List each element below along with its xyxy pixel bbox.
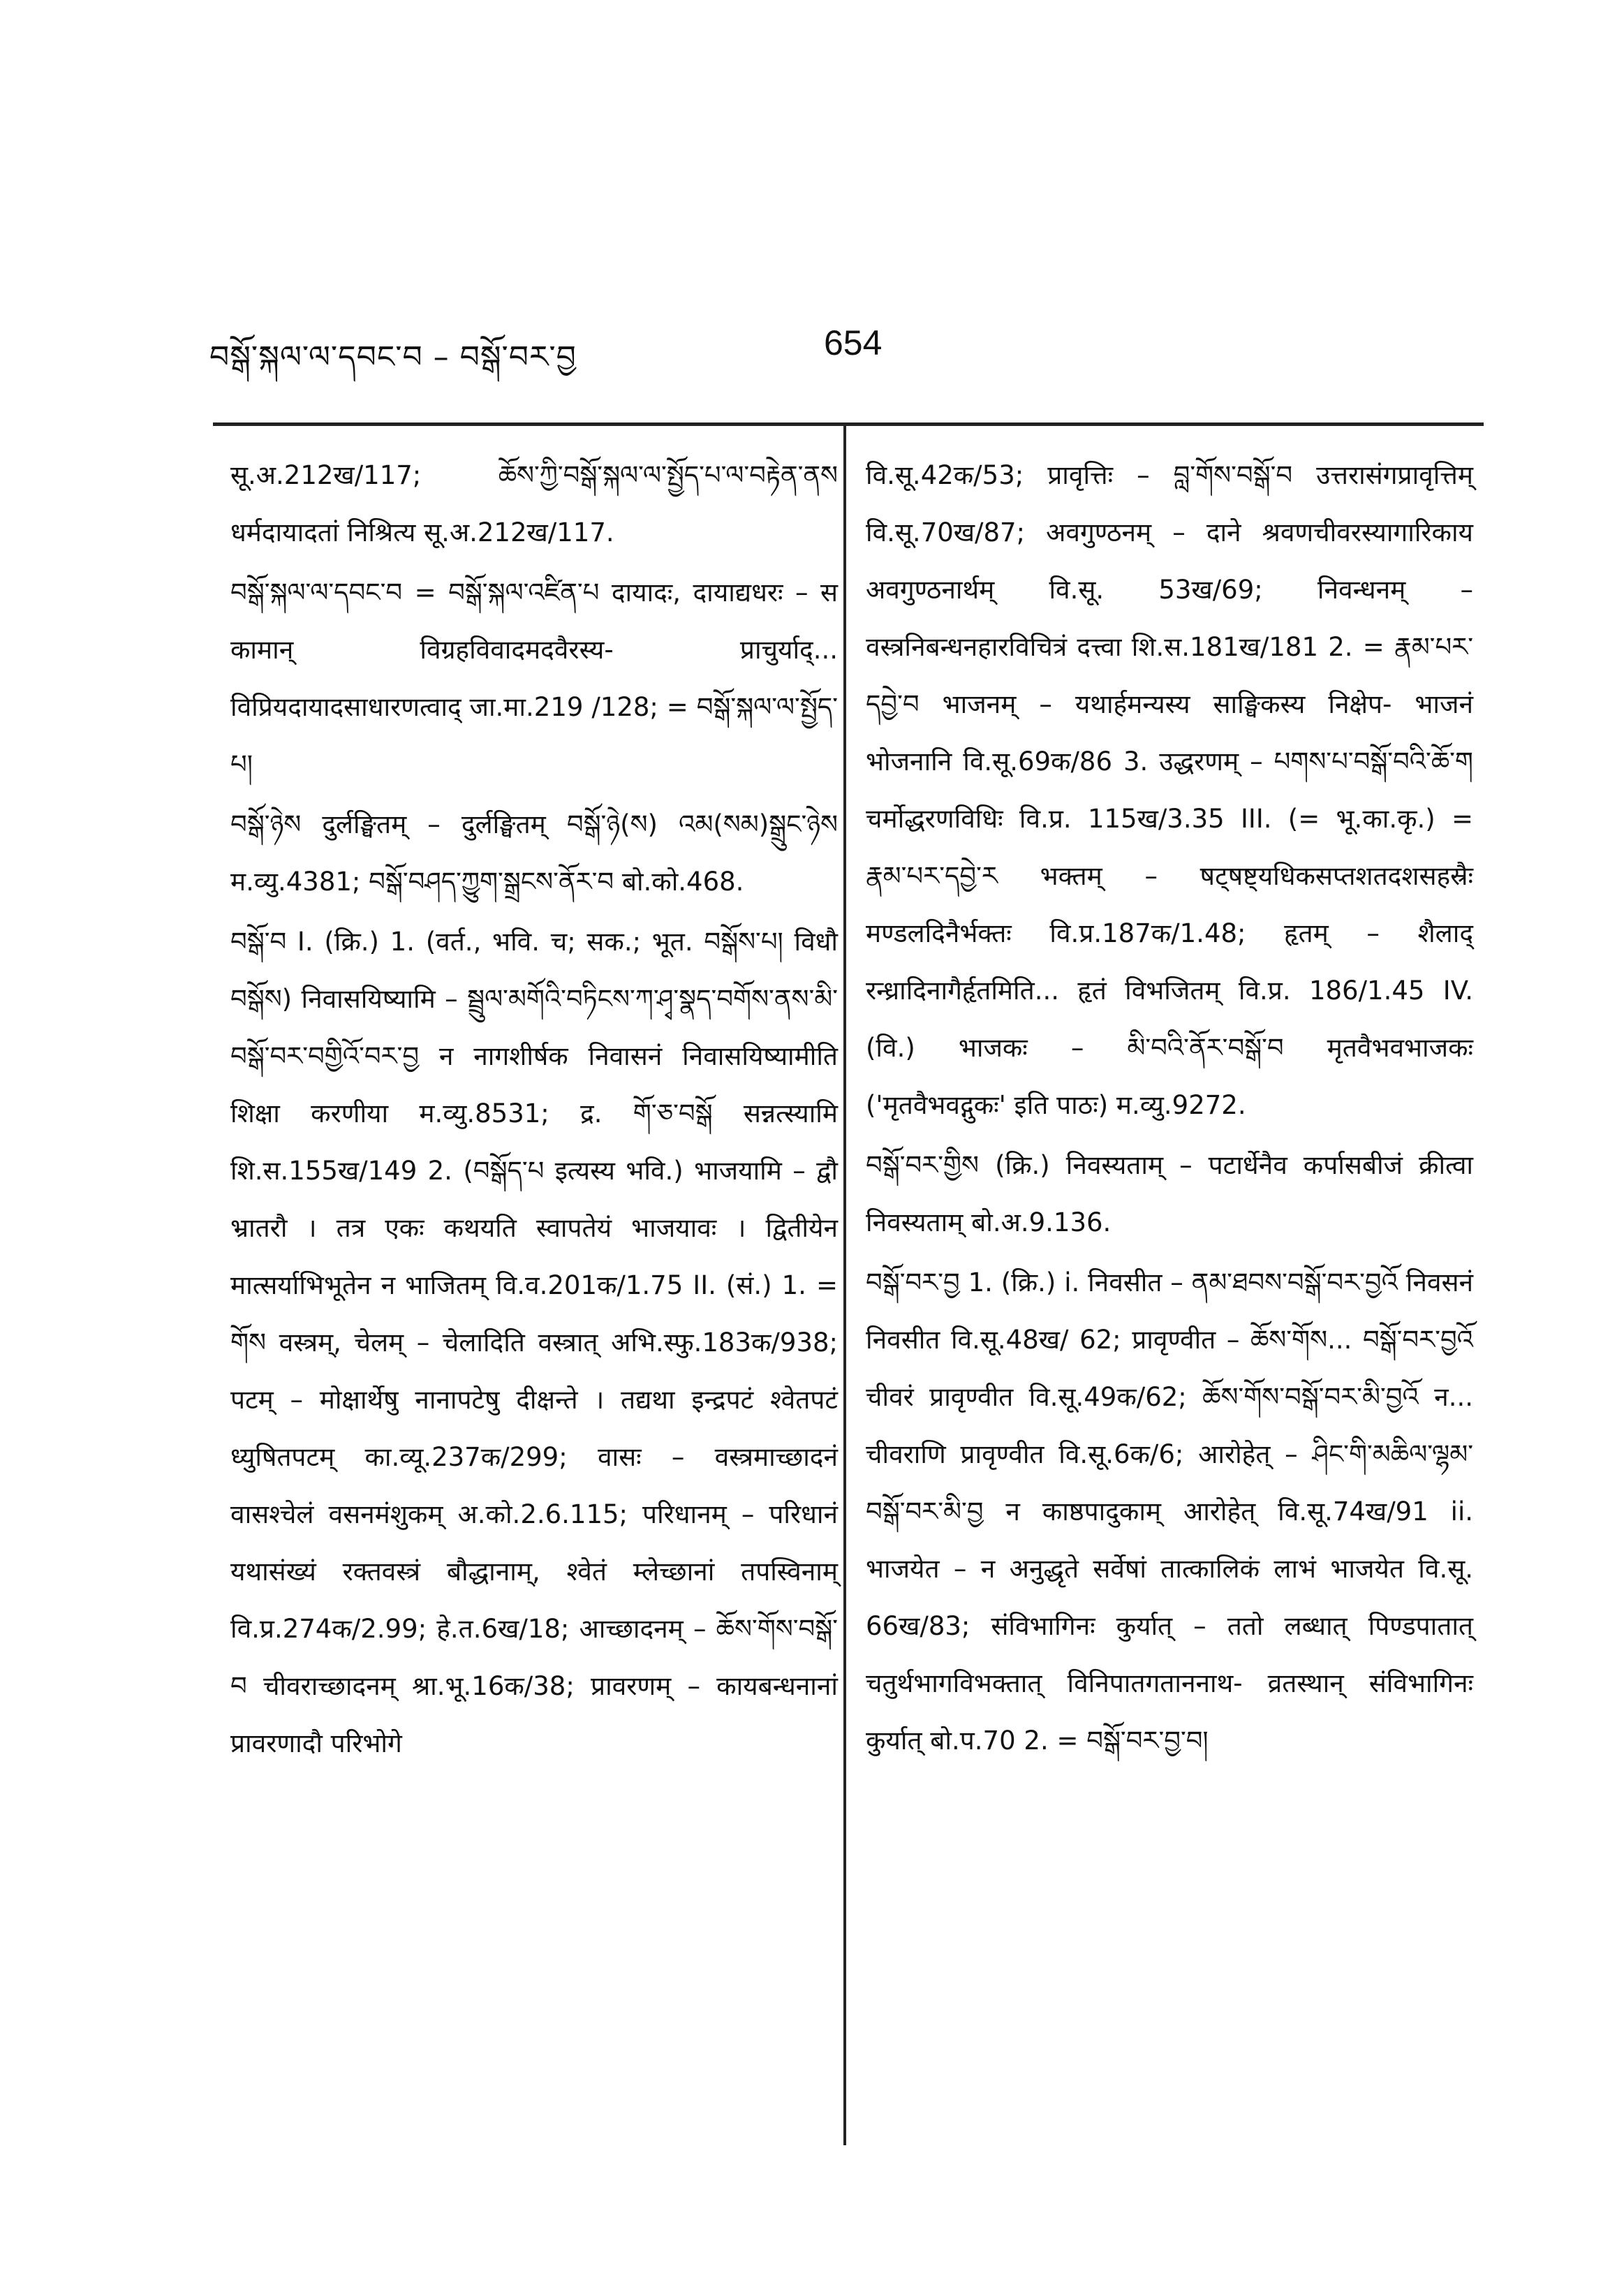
- entry-bsgo-ba: བསྒོ་བ I. (क्रि.) 1. (वर्त., भवि. च; सक.; भूत. བསྒོས་པ། विधौ བསྒོས) निवासयिष्यामि – སྦྲུལ་མགོའི་བཏིངས་ཀ་ཤྭ་སྣད་བགོས་ནས་མི་བསྒོ་བར་བགྱིའོ་བར་བྱ न नागशीर्षक निवासनं निवासयिष्यामीति शिक्षा करणीया म.व्यु.8531; द्र. གོ་ཅ་བསྒོ सन्नत्स्यामि शि.स.155ख/149 2. (བསྒོད་པ इत्यस्य भवि.) भाजयामि – द्वौ भ्रातरौ । तत्र एकः कथयति स्वापतेयं भाजयावः । द्वितीयेन मात्सर्याभिभूतेन न भाजितम् वि.व.201क/1.75 II. (सं.) 1. = གོས वस्त्रम्, चेलम् – चेलादिति वस्त्रात् अभि.स्फु.183क/938; पटम् – मोक्षार्थेषु नानापटेषु दीक्षन्ते । तद्यथा इन्द्रपटं श्वेतपटं ध्युषितपटम् का.व्यू.237क/299; वासः – वस्त्रमाच्छादनं वासश्चेलं वसनमंशुकम् अ.को.2.6.115; परिधानम् – परिधानं यथासंख्यं रक्तवस्त्रं बौद्धानाम्, श्वेतं म्लेच्छानां तपस्विनाम् वि.प्र.274क/2.99; हे.त.6ख/18; आच्छादनम् – ཆོས་གོས་བསྒོ་བ चीवराच्छादनम् श्रा.भू.16क/38; प्रावरणम् – कायबन्धनानां प्रावरणादौ परिभोगे: [230, 927, 838, 1758]
- page-number: 654: [824, 323, 883, 362]
- entry-bsgo-ba-continued: वि.सू.42क/53; प्रावृत्तिः – བླ་གོས་བསྒོ་བ उत्तरासंगप्रावृत्तिम् वि.सू.70ख/87; अवगुण्ठनम् – दाने श्रवणचीवरस्यागारिकाय अवगुण्ठनार्थम् वि.सू. 53ख/69; निवन्धनम् – वस्त्रनिबन्धनहारविचित्रं दत्त्वा शि.स.181ख/181 2. = རྣམ་པར་དབྱེ་བ भाजनम् – यथार्हमन्यस्य साङ्घिकस्य निक्षेप- भाजनं भोजनानि वि.सू.69क/86 3. उद्धरणम् – པགས་པ་བསྒོ་བའི་ཆོ་ག चर्मोद्धरणविधिः वि.प्र. 115ख/3.35 III. (= भू.का.कृ.) = རྣམ་པར་དབྱེ་ར भक्तम् – षट्षष्ट्यधिकसप्तशतदशसहस्रैः मण्डलदिनैर्भक्तः वि.प्र.187क/1.48; हृतम् – शैलाद् रन्ध्रादिनागैर्हृतमिति... हृतं विभजितम् वि.प्र. 186/1.45 IV. (वि.) भाजकः – མི་བའི་ནོར་བསྒོ་བ मृतवैभवभाजकः ('मृतवैभवद्गुकः' इति पाठः) म.व्यु.9272.: [866, 460, 1473, 1120]
- entry-bsgo-skal-la-dbang-ba: བསྒོ་སྐལ་ལ་དབང་བ = བསྒོ་སྐལ་འཛིན་པ दायादः, दायाद्यधरः – स कामान् विग्रहविवादमदवैरस्य- प्राचुर्याद्... विप्रियदायादसाधारणत्वाद् जा.मा.219 /128; = བསྒོ་སྐལ་ལ་སྤྱོད་པ།: [230, 578, 838, 779]
- header-entry-range: བསྒོ་སྐལ་ལ་དབང་བ – བསྒོ་བར་བྱ: [209, 339, 577, 375]
- entry-bsgo-nyes: བསྒོ་ཉེས दुर्लङ्घितम् – दुर्लङ्घितम् བསྒོ་ཉེ(ས) འམ(སམ)སྒྲུང་ཉེས म.व्यु.4381; བསྒོ་བཤད་ཀྱུག་སྒྲངས་ནོར་བ बो.को.468.: [230, 809, 838, 897]
- entry-bsgo-bar-bya: བསྒོ་བར་བྱ 1. (क्रि.) i. निवसीत – ནམ་ཐབས་བསྒོ་བར་བྱའོ निवसनं निवसीत वि.सू.48ख/ 62; प्रावृण्वीत – ཆོས་གོས... བསྒོ་བར་བྱའོ चीवरं प्रावृण्वीत वि.सू.49क/62; ཆོས་གོས་བསྒོ་བར་མི་བྱའོ न... चीवराणि प्रावृण्वीत वि.सू.6क/6; आरोहेत् – ཤིང་གི་མཆིལ་ལྷམ་བསྒོ་བར་མི་བྱ न काष्ठपादुकाम् आरोहेत् वि.सू.74ख/91 ii. भाजयेत – न अनुद्धृते सर्वेषां तात्कालिकं लाभं भाजयेत वि.सू. 66ख/83; संविभागिनः कुर्यात् – ततो लब्धात् पिण्डपातात् चतुर्थभागविभक्तात् विनिपातगताननाथ- व्रतस्थान् संविभागिनः कुर्यात् बो.प.70 2. = བསྒོ་བར་བྱ་བ།: [866, 1267, 1473, 1756]
- entry-continuation: सू.अ.212ख/117; ཆོས་ཀྱི་བསྒོ་སྐལ་ལ་སྤྱོད་པ་ལ་བརྟེན་ནས धर्मदायादतां निश्रित्य सू.अ.212ख/117.: [230, 460, 838, 547]
- column-divider: [843, 424, 846, 2145]
- entry-bsgo-bar-gyis: བསྒོ་བར་གྱིས (क्रि.) निवस्यताम् – पटार्धेनैव कर्पासबीजं क्रीत्वा निवस्यताम् बो.अ.9.136.: [866, 1150, 1473, 1237]
- header-rule: [213, 422, 1484, 426]
- left-column: [230, 447, 838, 1775]
- right-column: [866, 447, 1473, 1772]
